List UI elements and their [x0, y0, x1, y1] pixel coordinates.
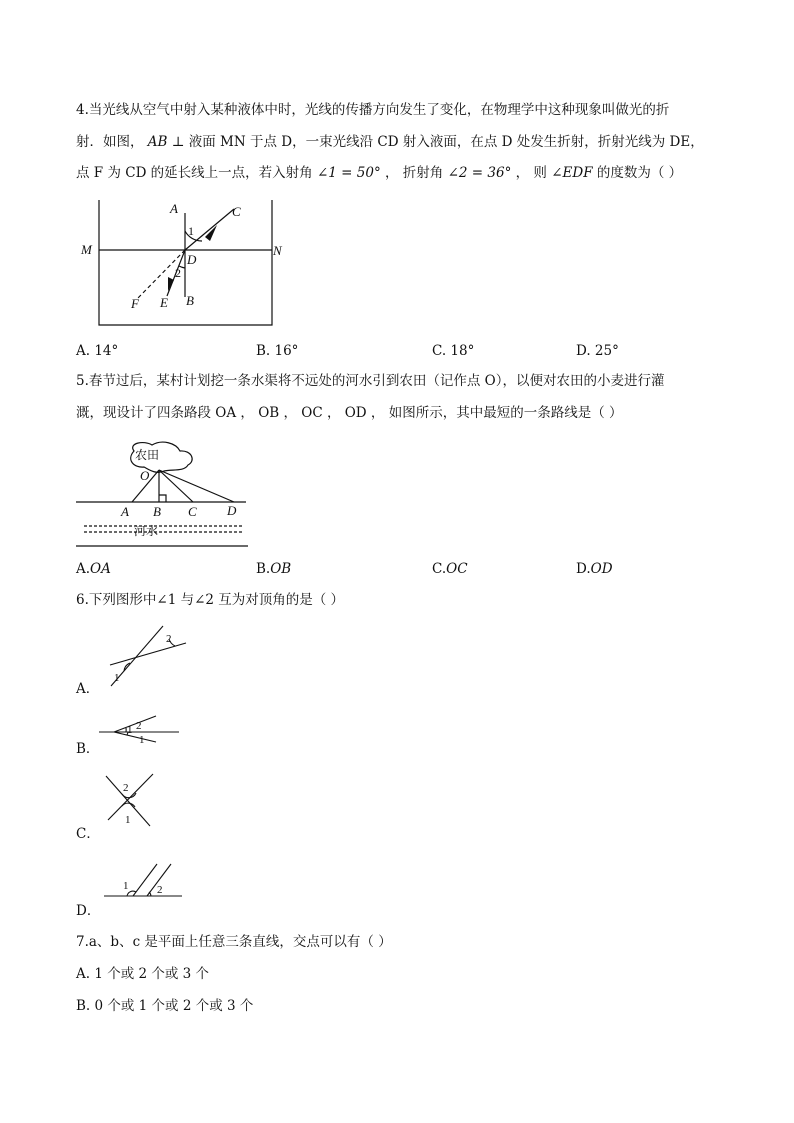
q4-math-angle-edf: ∠EDF — [551, 165, 593, 181]
q6b-label-1-lower: 1 — [139, 734, 145, 746]
q5-label-o: O — [140, 468, 150, 483]
q4-label-c: C — [232, 204, 241, 219]
q4-label-angle1: 1 — [188, 224, 194, 238]
q4-ray-arrow-icon — [205, 225, 217, 241]
q6-text-line1: 6.下列图形中∠1 与∠2 互为对顶角的是（ ） — [76, 592, 345, 608]
q4-text-segment: 液面 MN 于点 D，一束光线沿 CD 射入液面，在点 D 处发生折射，折射光线为 DE， — [188, 134, 704, 150]
q5-label-field: 农田 — [135, 448, 160, 462]
q5-option-b[interactable] — [256, 563, 291, 577]
q6b-label-2: 2 — [136, 720, 142, 732]
q5-option-value: OD — [590, 561, 613, 577]
q6c-label-1: 1 — [125, 814, 131, 826]
q6a-label-2: 2 — [166, 633, 172, 645]
q4-option-c[interactable]: C. 18° — [432, 343, 475, 359]
q5-option-letter: A. — [76, 561, 91, 577]
q5-option-c[interactable] — [432, 563, 468, 577]
q4-math-angle2: ∠2 = 36° — [447, 165, 512, 181]
q5-option-d[interactable] — [576, 563, 613, 577]
q5-right-angle-mark — [159, 495, 166, 502]
q7-option-b[interactable]: B. 0 个或 1 个或 2 个或 3 个 — [76, 998, 254, 1014]
q4-option-b[interactable]: B. 16° — [256, 343, 299, 359]
q5-label-a: A — [121, 504, 129, 519]
q5-option-letter: D. — [576, 561, 591, 577]
q6a-label-1: 1 — [114, 672, 120, 684]
q6-figure-a — [100, 620, 190, 690]
q6-figure-d — [100, 860, 190, 902]
q4-label-f: F — [131, 296, 139, 311]
q4-text-line2 — [76, 136, 704, 150]
q4-math-angle1: ∠1 = 50° — [316, 165, 381, 181]
q5-label-d: D — [227, 503, 237, 518]
q7-text-line1: 7.a、b、c 是平面上任意三条直线，交点可以有（ ） — [76, 934, 392, 950]
q6-option-c[interactable]: C． — [76, 826, 100, 842]
q5-canal-figure — [76, 435, 256, 550]
q4-label-e: E — [160, 295, 168, 310]
q4-text-segment: ， 折射角 — [385, 165, 444, 181]
q4-text-line1: 4.当光线从空气中射入某种液体中时，光线的传播方向发生了变化，在物理学中这种现象叫做光的折 — [76, 102, 670, 118]
q5-option-value: OA — [90, 561, 111, 577]
q4-text-segment: 的度数为（ ） — [596, 165, 683, 181]
q5-label-river: 河水 — [134, 524, 159, 538]
q5-text-line1: 5.春节过后，某村计划挖一条水渠将不远处的河水引到农田（记作点 O），以便对农田的小麦进行灌 — [76, 373, 665, 389]
q4-label-angle2: 2 — [175, 266, 181, 280]
q5-text-line2: 溉，现设计了四条路段 OA ， OB ， OC ， OD ， 如图所示，其中最短的一条路线是（ ） — [76, 405, 623, 421]
q5-option-letter: B. — [256, 561, 271, 577]
q4-label-a: A — [170, 201, 178, 216]
q5-option-letter: C. — [432, 561, 447, 577]
q6-option-b[interactable]: B． — [76, 741, 100, 757]
q4-math-ab-perp: AB ⊥ — [147, 134, 185, 150]
q5-route-od — [159, 470, 234, 502]
q6c-label-2: 2 — [123, 782, 129, 794]
q4-option-a[interactable]: A. 14° — [76, 343, 119, 359]
q6b-ray-upper — [114, 716, 156, 732]
q5-label-b: B — [153, 504, 161, 519]
q6d-angle2-arc — [149, 892, 151, 896]
q6-figure-c — [100, 770, 160, 830]
q4-label-m: M — [81, 242, 92, 257]
q7-option-a[interactable]: A. 1 个或 2 个或 3 个 — [76, 966, 210, 982]
q4-text-segment: 点 F 为 CD 的延长线上一点，若入射角 — [76, 165, 313, 181]
q4-label-n: N — [273, 243, 282, 258]
q6b-ray-lower — [114, 732, 156, 742]
q6-option-a[interactable]: A． — [76, 681, 100, 697]
q4-text-segment: 射．如图， — [76, 134, 144, 150]
q5-label-c: C — [188, 504, 197, 519]
q5-option-value: OB — [270, 561, 292, 577]
q5-option-a[interactable] — [76, 563, 111, 577]
q6-figure-b — [96, 712, 186, 748]
q6d-line-1 — [133, 864, 157, 896]
q4-refraction-figure — [76, 195, 286, 335]
q6b-label-1: 1 — [127, 724, 133, 736]
q5-route-oc — [159, 470, 193, 502]
q6d-label-2: 2 — [157, 884, 163, 896]
q5-option-value: OC — [446, 561, 468, 577]
q4-text-line3 — [76, 167, 682, 181]
q6-option-d[interactable]: D． — [76, 903, 101, 919]
q4-option-d[interactable]: D. 25° — [576, 343, 619, 359]
q4-text-segment: ， 则 — [515, 165, 547, 181]
q4-label-b: B — [186, 293, 194, 308]
q4-label-d: D — [187, 252, 197, 267]
q6d-label-1: 1 — [123, 880, 129, 892]
